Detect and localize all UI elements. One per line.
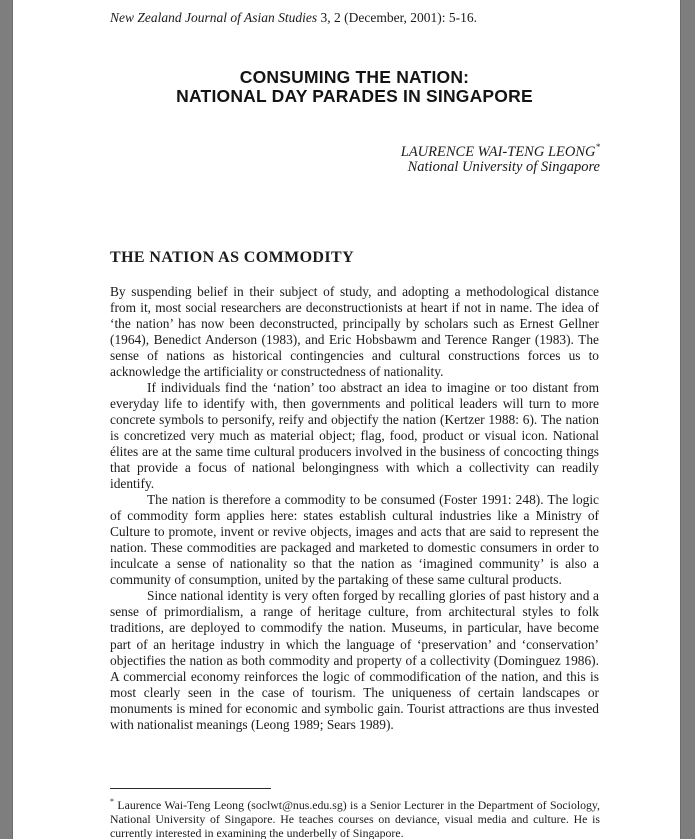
footnote-text: Laurence Wai-Teng Leong (soclwt@nus.edu.sg) is a Senior Lecturer in the Department of Sociology, National University of Singapore. He teaches courses on deviance, visual media and culture. He is currently interested in examining the underbelly of Singapore. xyxy=(110,797,600,839)
author-block xyxy=(110,140,600,176)
section-heading: THE NATION AS COMMODITY xyxy=(110,249,355,266)
journal-citation-line xyxy=(110,10,599,26)
author-name: LAURENCE WAI-TENG LEONG xyxy=(400,143,596,160)
footnote-separator-rule xyxy=(110,788,271,789)
article-body xyxy=(110,284,599,733)
paper-title-line2: NATIONAL DAY PARADES IN SINGAPORE xyxy=(176,86,533,106)
viewer-margin-left xyxy=(0,0,13,839)
author-name-line xyxy=(110,140,600,160)
paragraph: By suspending belief in their subject of study, and adopting a methodological distance from it, most social researchers are deconstructionists at heart if not in name. The idea of ‘the nation’ has now been deconstructed, principally by scholars such as Ernest Gellner (1964), Benedict Anderson (1983), and Eric Hobsbawm and Terence Ranger (1983). The sense of nations as historical contingencies and cultural constructions forces us to acknowledge the artificiality or constructedness of nationality. xyxy=(110,283,599,379)
author-affiliation: National University of Singapore xyxy=(407,159,600,176)
paragraph: If individuals find the ‘nation’ too abstract an idea to imagine or too distant from everyday life to identify with, then governments and political leaders will turn to more concrete symbols to personify, reify and objectify the nation (Kertzer 1988: 6). The nation is concretized very much as material object; flag, food, product or visual icon. National élites are at the same time cultural producers involved in the business of concocting things that provide a focus of national belongingness with which a collectivity can readily identify. xyxy=(110,379,599,492)
footnote xyxy=(110,795,600,839)
paragraph: Since national identity is very often forged by recalling glories of past history and a sense of primordialism, a range of heritage culture, from architectural styles to folk traditions, are deployed to commodify the nation. Museums, in particular, have become part of an heritage industry in which the language of ‘preservation’ and ‘conservation’ objectifies the nation as both commodity and property of a collectivity (Dominguez 1986). A commercial economy reinforces the logic of commodification of the nation, and this is most clearly seen in the case of tourism. The uniqueness of certain landscapes or monuments is mined for economic and symbolic gain. Tourist attractions are thus invested with nationalist meanings (Leong 1989; Sears 1989). xyxy=(110,588,599,732)
viewer-margin-right xyxy=(680,0,695,839)
footnote-marker: * xyxy=(110,797,114,806)
author-footnote-marker: * xyxy=(595,142,600,152)
paper-title xyxy=(110,68,599,106)
paragraph: The nation is therefore a commodity to be consumed (Foster 1991: 248). The logic of commodity form applies here: states establish cultural industries like a Ministry of Culture to promote, invent or revive objects, images and acts that are said to represent the nation. These commodities are packaged and marketed to domestic consumers in order to inculcate a sense of nationality so that the nation as ‘imagined community’ is also a community of consumption, united by the partaking of these same cultural products. xyxy=(110,492,599,588)
journal-issue-info: 3, 2 (December, 2001): 5-16. xyxy=(317,10,478,25)
journal-title: New Zealand Journal of Asian Studies xyxy=(110,10,318,25)
paper-title-line1: CONSUMING THE NATION: xyxy=(239,67,470,87)
